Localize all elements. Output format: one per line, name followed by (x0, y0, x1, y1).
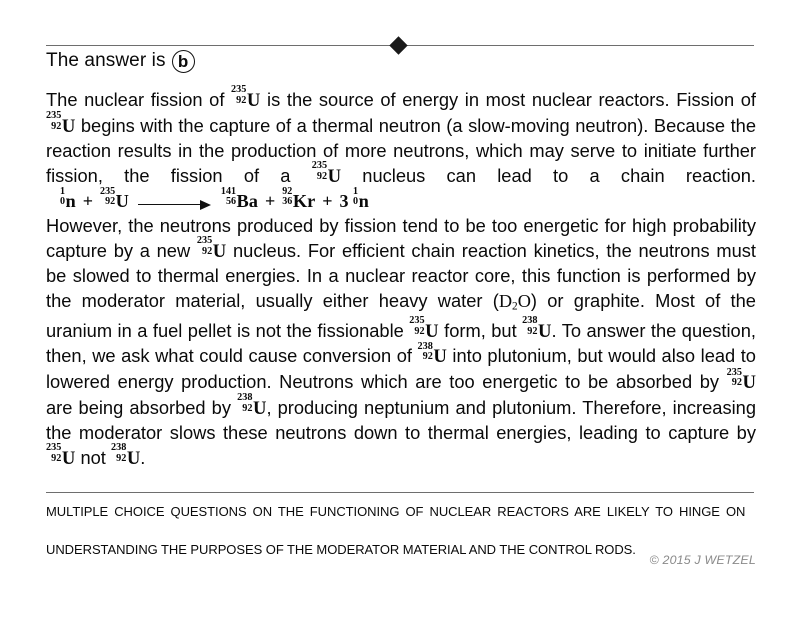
mass-number: 235 (100, 186, 116, 198)
footer-divider (46, 492, 754, 493)
isotope-numbers (100, 187, 115, 208)
element-symbol: U (246, 90, 261, 111)
element-symbol: U (327, 165, 342, 187)
element-symbol: U (742, 372, 756, 394)
atomic-number: 56 (225, 196, 237, 208)
isotope-numbers (221, 187, 236, 208)
isotope-n1 (353, 186, 369, 214)
p2-segment-5: . To answer the question, then, we ask what could cause conversion of (46, 319, 756, 367)
mass-number: 235 (409, 315, 425, 327)
isotope-numbers (46, 111, 61, 132)
atomic-number: 92 (116, 452, 127, 464)
isotope-numbers (353, 187, 358, 208)
p1-segment-1: The nuclear fission of (46, 89, 225, 110)
isotope-u235 (46, 442, 76, 472)
footer-note-line-1: MULTIPLE CHOICE QUESTIONS ON THE FUNCTIONING OF NUCLEAR REACTORS ARE LIKELY TO HINGE ON (46, 504, 746, 519)
explanation-body (46, 84, 756, 471)
element-symbol: U (61, 447, 76, 469)
atomic-number: 92 (202, 245, 213, 257)
element-symbol: U (425, 320, 439, 342)
element-symbol: U (212, 240, 227, 262)
element-symbol: U (252, 397, 267, 419)
p2-segment-2: nucleus. For efficient chain reaction kinetics, the neutrons must be slowed to thermal energies. In a nuclear reactor core, this function is performed by the moderator material, usually either heavy water ( (46, 239, 756, 311)
isotope-u235 (196, 235, 227, 265)
element-symbol: U (538, 320, 552, 342)
p2-segment-9: not (80, 446, 106, 468)
p2-segment-1: However, the neutrons produced by fission tend to be too energetic for high probability capture by a new (46, 214, 756, 261)
atomic-number: 92 (422, 351, 433, 363)
mass-number: 238 (522, 315, 538, 327)
atomic-number: 92 (236, 94, 247, 106)
plus-operator: + (264, 191, 276, 212)
isotope-numbers (60, 187, 65, 208)
isotope-u238 (110, 442, 141, 472)
element-symbol: U (115, 191, 129, 212)
isotope-numbers (231, 85, 246, 106)
plus-operator: + (82, 191, 94, 212)
element-symbol: n (65, 191, 76, 212)
mass-number: 1 (60, 186, 66, 198)
isotope-numbers (197, 236, 212, 257)
isotope-u235 (46, 110, 76, 140)
element-symbol: Ba (236, 191, 258, 212)
atomic-number: 92 (316, 170, 328, 182)
p2-segment-7: are being absorbed by (46, 396, 231, 418)
paragraph-1 (46, 84, 756, 214)
p2-segment-8: , producing neptunium and plutonium. Therefore, increasing the moderator slows these neutrons down to thermal energies, leading to capture by (46, 396, 756, 444)
answer-prefix-label: The answer is (46, 50, 166, 71)
atomic-number: 0 (60, 196, 66, 208)
copyright-notice: © 2015 J WETZEL (649, 553, 756, 567)
d2o-oxygen: O (517, 290, 531, 311)
footer-note-line-2: UNDERSTANDING THE PURPOSES OF THE MODERATOR MATERIAL AND THE CONTROL RODS. (46, 542, 636, 557)
isotope-u235 (726, 366, 756, 396)
atomic-number: 92 (414, 325, 425, 337)
atomic-number: 92 (105, 196, 116, 208)
footer-note (46, 502, 745, 559)
isotope-numbers (111, 443, 126, 464)
mass-number: 92 (282, 186, 293, 198)
isotope-numbers (312, 161, 327, 182)
p2-segment-10: . (140, 446, 146, 468)
mass-number: 238 (237, 392, 253, 404)
isotope-n1 (60, 186, 76, 214)
answer-choice-badge: b (172, 50, 195, 73)
isotope-u238 (417, 340, 447, 370)
isotope-numbers (409, 316, 424, 337)
answer-line (46, 48, 195, 74)
isotope-kr92 (282, 186, 316, 214)
mass-number: 1 (353, 186, 359, 198)
mass-number: 235 (231, 84, 247, 96)
element-symbol: U (61, 115, 76, 137)
isotope-numbers (522, 316, 537, 337)
p2-segment-3: ) or graphite. Most of the uranium in a fuel pellet is not the fissionable (46, 289, 756, 341)
paragraph-2 (46, 214, 756, 471)
fission-equation (60, 186, 369, 214)
isotope-u235 (311, 160, 342, 190)
atomic-number: 36 (282, 196, 293, 208)
p2-segment-6: into plutonium, but would also lead to lowered energy production. Neutrons which are too energetic to be absorbed by (46, 345, 756, 393)
element-symbol: n (358, 191, 369, 212)
isotope-numbers (727, 368, 742, 389)
mass-number: 235 (46, 442, 62, 454)
neutron-coefficient: 3 (339, 191, 349, 212)
isotope-numbers (237, 393, 252, 414)
element-symbol: U (433, 346, 447, 368)
right-arrow-icon (138, 194, 212, 212)
atomic-number: 92 (51, 452, 62, 464)
atomic-number: 0 (353, 196, 359, 208)
mass-number: 238 (417, 340, 433, 352)
formula-heavy-water (499, 291, 531, 311)
atomic-number: 92 (242, 402, 253, 414)
atomic-number: 92 (51, 120, 62, 132)
mass-number: 235 (196, 235, 213, 247)
mass-number: 235 (311, 160, 328, 172)
atomic-number: 92 (731, 376, 742, 388)
isotope-u238 (237, 392, 267, 422)
p1-segment-2: is the source of energy in most nuclear reactors. Fission of (267, 89, 756, 110)
mass-number: 235 (726, 366, 742, 378)
p1-segment-4: nucleus can lead to a chain reaction. (362, 164, 756, 186)
isotope-numbers (418, 342, 433, 363)
diamond-icon (389, 36, 407, 54)
isotope-ba141 (220, 186, 258, 214)
p1-segment-3: begins with the capture of a thermal neutron (a slow-moving neutron). Because the reaction results in the production of more neutrons, which may serve to initiate further fission, the fission of a (46, 114, 756, 186)
mass-number: 141 (220, 186, 237, 198)
isotope-numbers (46, 443, 61, 464)
p2-segment-4: form, but (444, 319, 517, 341)
atomic-number: 92 (527, 325, 538, 337)
isotope-u235 (100, 186, 129, 214)
d2o-subscript: 2 (512, 300, 518, 313)
isotope-u238 (522, 315, 552, 345)
element-symbol: U (126, 447, 141, 469)
d2o-element: D (498, 290, 513, 311)
element-symbol: Kr (292, 191, 316, 212)
isotope-numbers (282, 187, 292, 208)
plus-operator: + (322, 191, 333, 212)
isotope-u235 (231, 84, 261, 114)
mass-number: 235 (46, 110, 62, 122)
mass-number: 238 (110, 442, 127, 454)
